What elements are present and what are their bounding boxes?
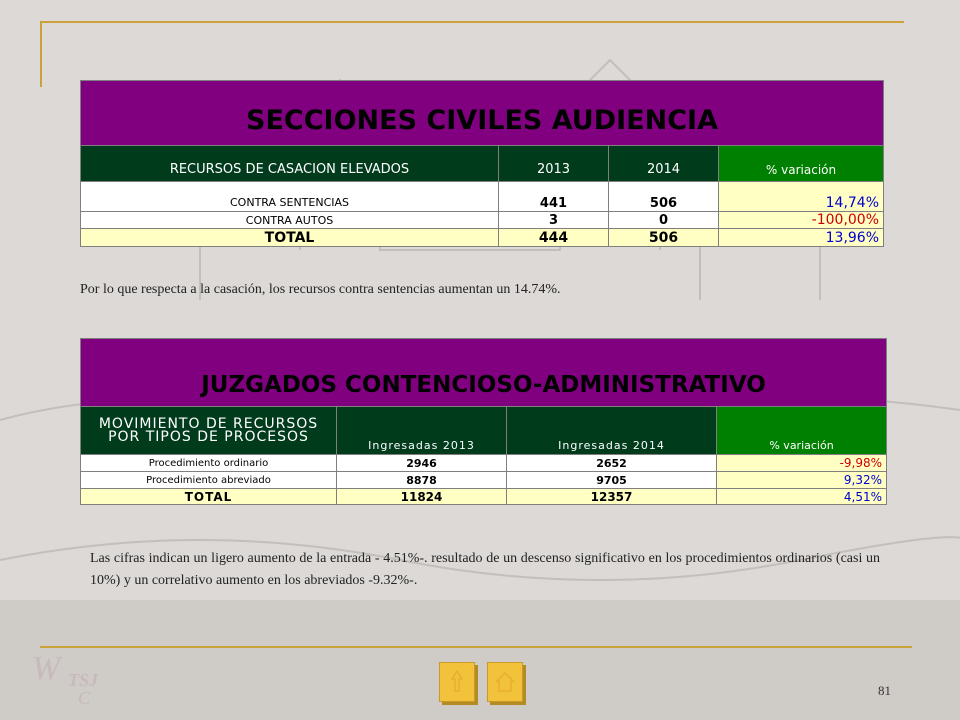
table-row: [81, 472, 887, 489]
total-2013: 444: [499, 229, 609, 247]
table1-year2-header: 2014: [609, 146, 719, 182]
total-2013: 11824: [337, 489, 507, 505]
total-label: TOTAL: [81, 229, 499, 247]
arrow-up-icon: [440, 663, 474, 701]
row-label: CONTRA SENTENCIAS: [81, 182, 499, 212]
row-label: Procedimiento ordinario: [81, 455, 337, 472]
paragraph-cifras: Las cifras indican un ligero aumento de la entrada - 4.51%-. resultado de un descenso significativo en los procedimientos ordinarios (casi un 10%) y un correlativo aumento en los abreviados -9.32%-.: [90, 551, 880, 588]
paragraph-casacion: Por lo que respecta a la casación, los recursos contra sentencias aumentan un 14.74%.: [80, 282, 561, 297]
variation-value: 14,74%: [719, 182, 884, 212]
bottom-rule: [40, 646, 912, 648]
variation-value: -100,00%: [719, 212, 884, 229]
table1-title: SECCIONES CIVILES AUDIENCIA: [81, 81, 884, 146]
table2-year2-header: Ingresadas 2014: [507, 407, 717, 455]
row-label: Procedimiento abreviado: [81, 472, 337, 489]
value-2013: 3: [499, 212, 609, 229]
value-2014: 9705: [507, 472, 717, 489]
contencioso-table: [80, 338, 887, 505]
table2-year1-header: Ingresadas 2013: [337, 407, 507, 455]
row-label: CONTRA AUTOS: [81, 212, 499, 229]
up-nav-button[interactable]: [439, 662, 475, 702]
tsj-watermark-logo: W TSJ C: [32, 650, 99, 708]
total-2014: 506: [609, 229, 719, 247]
total-2014: 12357: [507, 489, 717, 505]
home-nav-button[interactable]: [487, 662, 523, 702]
table2-title: JUZGADOS CONTENCIOSO-ADMINISTRATIVO: [81, 339, 887, 407]
value-2013: 441: [499, 182, 609, 212]
value-2014: 2652: [507, 455, 717, 472]
table-row: [81, 455, 887, 472]
top-rule: [40, 21, 904, 23]
table2-variation-header: % variación: [717, 407, 887, 455]
total-row: [81, 489, 887, 505]
page-number: 81: [878, 683, 891, 698]
total-label: TOTAL: [81, 489, 337, 505]
table-row: [81, 212, 884, 229]
left-rule: [40, 21, 42, 87]
home-icon: [488, 663, 522, 701]
table1-variation-header: % variación: [719, 146, 884, 182]
value-2014: 506: [609, 182, 719, 212]
casacion-table: [80, 80, 884, 247]
total-variation: 4,51%: [717, 489, 887, 505]
variation-value: -9,98%: [717, 455, 887, 472]
value-2013: 2946: [337, 455, 507, 472]
value-2014: 0: [609, 212, 719, 229]
variation-value: 9,32%: [717, 472, 887, 489]
total-row: [81, 229, 884, 247]
table1-year1-header: 2013: [499, 146, 609, 182]
table1-column-header: RECURSOS DE CASACION ELEVADOS: [81, 146, 499, 182]
value-2013: 8878: [337, 472, 507, 489]
table2-column-header: MOVIMIENTO DE RECURSOS POR TIPOS DE PROCESOS: [81, 407, 337, 455]
total-variation: 13,96%: [719, 229, 884, 247]
table-row: [81, 182, 884, 212]
